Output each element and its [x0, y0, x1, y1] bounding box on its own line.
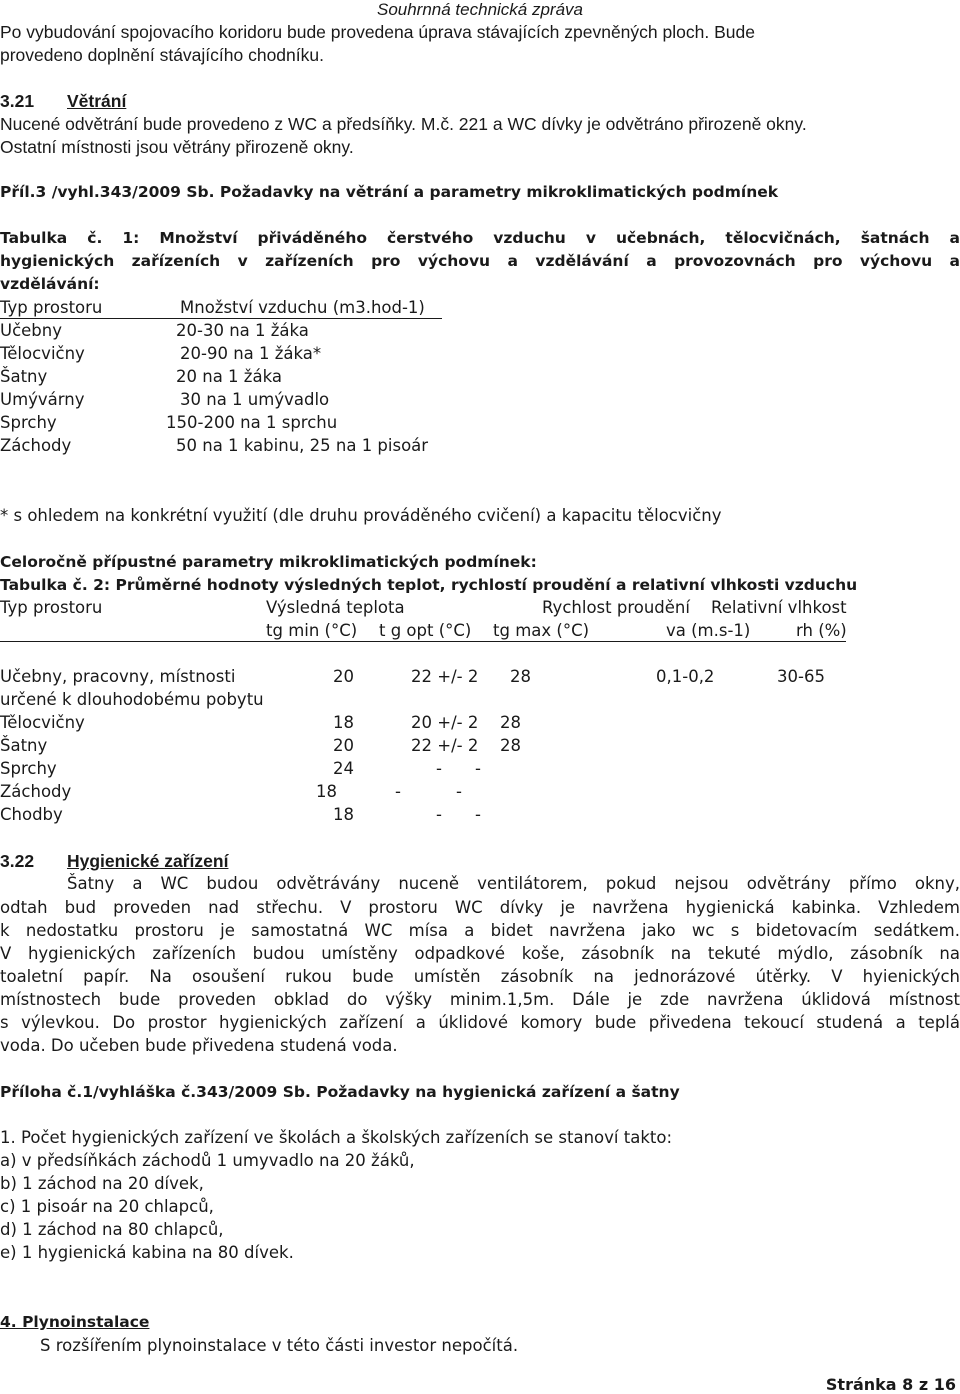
table1-row-type: Šatny — [0, 367, 48, 386]
table1-col-type: Typ prostoru — [0, 298, 103, 317]
section-322-line: Šatny a WC budou odvětrávány nuceně ventilátorem, pokud nejsou odvětrány přímo okny, — [67, 874, 960, 893]
table2-row-tgmin: 18 — [333, 713, 354, 732]
annex-3-ref: Příl.3 /vyhl.343/2009 Sb. — [0, 183, 215, 201]
section-321-number: 3.21 — [0, 91, 35, 111]
table1-caption-line-2: hygienických zařízeních v zařízeních pro výchovu a vzdělávání a provozovnách pro výchovu a — [0, 252, 960, 270]
table1-caption-line-1: Tabulka č. 1: Množství přiváděného čerstvého vzduchu v učebnách, tělocvičnách, šatnách a — [0, 229, 960, 247]
table2-row-va: 0,1-0,2 — [656, 667, 715, 686]
appendix-1-item: 1. Počet hygienických zařízení ve školách a školských zařízeních se stanoví takto: — [0, 1128, 673, 1147]
page-header-title: Souhrnná technická zpráva — [376, 0, 584, 19]
section-4-title: 4. Plynoinstalace — [0, 1313, 150, 1331]
appendix-1-item: c) 1 pisoár na 20 chlapců, — [0, 1197, 214, 1216]
table2-row-tgmin: 24 — [333, 759, 354, 778]
table2-row-tgmax: 28 — [510, 667, 531, 686]
table2-row-type: určené k dlouhodobému pobytu — [0, 690, 264, 709]
table1-footnote: * s ohledem na konkrétní využití (dle druhu prováděného cvičení) a kapacitu tělocvičny — [0, 506, 722, 525]
section-322-line: toaletní papír. Na osoušení rukou bude umístěn zásobník na jednorázové útěrky. V hyienických — [0, 967, 960, 986]
intro-line-2: provedeno doplnění stávajícího chodníku. — [0, 45, 324, 65]
table2-header-rule — [0, 641, 846, 642]
section-321-line-2: Ostatní místnosti jsou větrány přirozeně okny. — [0, 137, 354, 157]
appendix-1-item: a) v předsíňkách záchodů 1 umyvadlo na 20 žáků, — [0, 1151, 415, 1170]
table2-row-type: Záchody — [0, 782, 72, 801]
table2-row-tgmax: - — [456, 782, 462, 801]
table2-header-va: va (m.s-1) — [666, 621, 751, 640]
section-322-title: Hygienické zařízení — [67, 851, 229, 871]
table2-row-type: Tělocvičny — [0, 713, 85, 732]
table2-row-tgmax: - — [475, 805, 481, 824]
table1-header-rule — [0, 318, 442, 319]
table1-caption-line-3: vzdělávání: — [0, 275, 100, 293]
table2-row-tgmin: 18 — [333, 805, 354, 824]
table1-row-type: Tělocvičny — [0, 344, 85, 363]
table2-header-humidity: Relativní vlhkost — [711, 598, 847, 617]
table1-row-amount: 150-200 na 1 sprchu — [166, 413, 338, 432]
table2-header-tgopt: t g opt (°C) — [379, 621, 472, 640]
table2-header-speed: Rychlost proudění — [542, 598, 690, 617]
annex-3-title: Požadavky na větrání a parametry mikroklimatických podmínek — [219, 183, 779, 201]
table1-row-type: Umývárny — [0, 390, 85, 409]
table2-header-tgmin: tg min (°C) — [266, 621, 358, 640]
section-321-title: Větrání — [67, 91, 127, 111]
table2-row-type: Učebny, pracovny, místnosti — [0, 667, 236, 686]
table2-header-type: Typ prostoru — [0, 598, 103, 617]
table1-row-amount: 50 na 1 kabinu, 25 na 1 pisoár — [176, 436, 429, 455]
table1-row-amount: 20-30 na 1 žáka — [176, 321, 309, 340]
table2-header-temperature: Výsledná teplota — [266, 598, 405, 617]
table2-row-tgmax: 28 — [500, 713, 521, 732]
table2-row-tgopt: - — [395, 782, 401, 801]
section-322-line: odtah bud proveden nad střechu. V prostoru WC dívky je navržena hygienická kabinka. Vzhledem — [0, 898, 960, 917]
table2-row-type: Chodby — [0, 805, 63, 824]
table2-header-rh: rh (%) — [796, 621, 847, 640]
section-322-line: k nedostatku prostoru je samostatná WC mísa a bidet navržena jako wc s bidetovacím sedátkem. — [0, 921, 960, 940]
table2-row-type: Šatny — [0, 736, 48, 755]
table1-row-type: Učebny — [0, 321, 62, 340]
section-322-line: s výlevkou. Do prostor hygienických zařízení a úklidové komory bude přivedena tekoucí studená a teplá — [0, 1013, 960, 1032]
table2-row-tgmax: 28 — [500, 736, 521, 755]
table2-heading: Celoročně přípustné parametry mikroklimatických podmínek: — [0, 553, 537, 571]
table1-col-amount: Množství vzduchu (m3.hod-1) — [180, 298, 425, 317]
table1-row-amount: 20 na 1 žáka — [176, 367, 282, 386]
table2-row-tgopt: - — [436, 805, 442, 824]
table1-row-amount: 20-90 na 1 žáka* — [180, 344, 322, 363]
table2-row-tgmin: 18 — [316, 782, 337, 801]
table1-row-amount: 30 na 1 umývadlo — [180, 390, 330, 409]
appendix-1-title: Příloha č.1/vyhláška č.343/2009 Sb. Požadavky na hygienická zařízení a šatny — [0, 1083, 680, 1101]
table2-row-tgmax: - — [475, 759, 481, 778]
section-322-line: voda. Do učeben bude přivedena studená voda. — [0, 1036, 398, 1055]
section-322-number: 3.22 — [0, 851, 35, 871]
table1-row-type: Záchody — [0, 436, 72, 455]
appendix-1-item: b) 1 záchod na 20 dívek, — [0, 1174, 204, 1193]
table2-row-tgopt: 20 +/- 2 — [411, 713, 479, 732]
table2-caption: Tabulka č. 2: Průměrné hodnoty výsledných teplot, rychlostí proudění a relativní vlhkosti vzduchu — [0, 576, 858, 594]
table2-row-tgopt: - — [436, 759, 442, 778]
section-322-line: V hygienických zařízeních budou umístěny odpadkové koše, zásobník na tekuté mýdlo, zásobník na — [0, 944, 960, 963]
appendix-1-item: d) 1 záchod na 80 chlapců, — [0, 1220, 224, 1239]
table2-row-tgopt: 22 +/- 2 — [411, 667, 479, 686]
table2-row-type: Sprchy — [0, 759, 57, 778]
table2-row-tgmin: 20 — [333, 667, 354, 686]
table1-row-type: Sprchy — [0, 413, 57, 432]
table2-row-rh: 30-65 — [777, 667, 825, 686]
page-number: Stránka 8 z 16 — [825, 1375, 956, 1394]
table2-header-tgmax: tg max (°C) — [493, 621, 590, 640]
appendix-1-item: e) 1 hygienická kabina na 80 dívek. — [0, 1243, 294, 1262]
section-322-line: místnostech bude proveden obklad do výšky minim.1,5m. Dále je zde navržena úklidová místnost — [0, 990, 960, 1009]
section-4-text: S rozšířením plynoinstalace v této části investor nepočítá. — [40, 1336, 519, 1355]
section-321-line-1: Nucené odvětrání bude provedeno z WC a předsíňky. M.č. 221 a WC dívky je odvětráno přirozeně okny. — [0, 114, 807, 134]
intro-line-1: Po vybudování spojovacího koridoru bude provedena úprava stávajících zpevněných ploch. Bude — [0, 22, 755, 42]
annex-3-heading — [0, 183, 778, 201]
table2-row-tgmin: 20 — [333, 736, 354, 755]
table2-row-tgopt: 22 +/- 2 — [411, 736, 479, 755]
